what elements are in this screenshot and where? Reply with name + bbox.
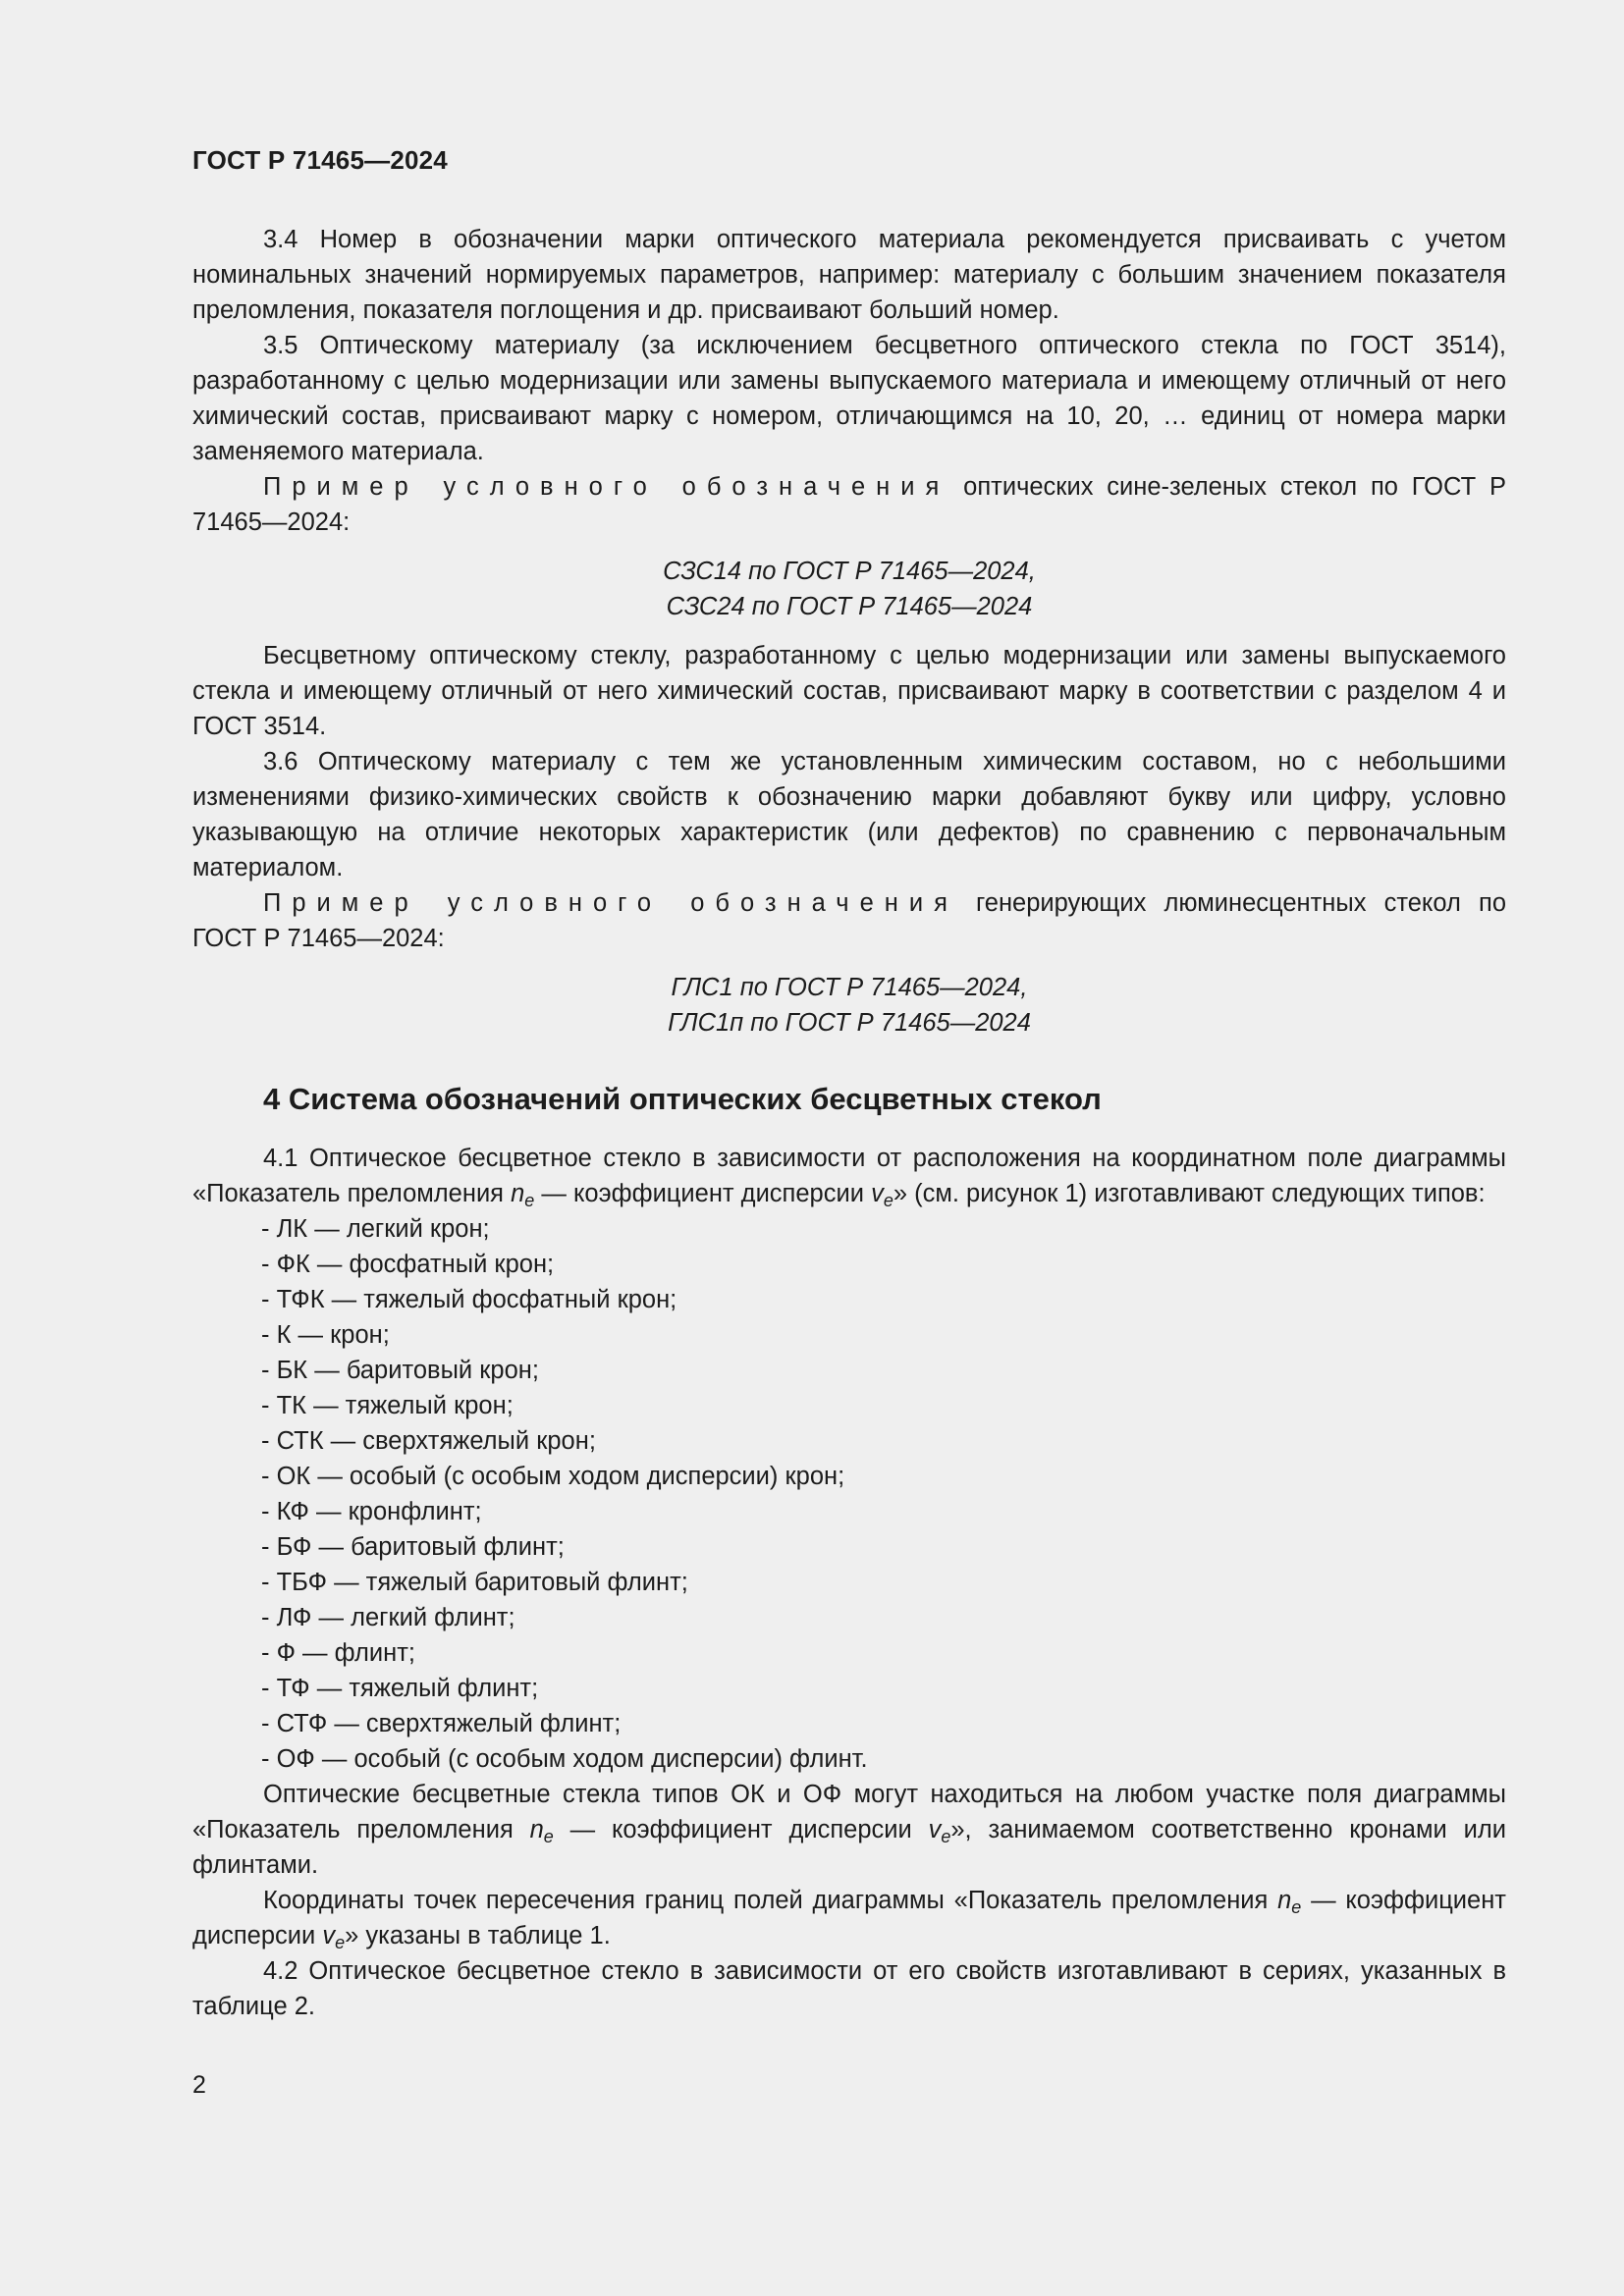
paragraph-3-5: 3.5 Оптическому материалу (за исключением бесцветного оптического стекла по ГОСТ 3514), разработанному с целью модернизации или замены выпускаемого материала и имеющему отличный от него химический состав, присваивают марку с номером, отличающимся на 10, 20, … единиц от номера марки заменяемого материала.: [192, 332, 1506, 465]
list-item: - ОК — особый (с особым ходом дисперсии) крон;: [261, 1463, 845, 1490]
designation-line: СЗС14 по ГОСТ Р 71465—2024,: [663, 558, 1036, 585]
list-item: - ОФ — особый (с особым ходом дисперсии) флинт.: [261, 1745, 868, 1773]
paragraph-3-4: 3.4 Номер в обозначении марки оптического материала рекомендуется присваивать с учетом номинальных значений нормируемых параметров, например: материалу с большим значением показателя преломления, показателя поглощения и др. присваивают больший номер.: [192, 226, 1506, 324]
text-run: — коэффициент дисперсии: [192, 1887, 1506, 1949]
example-label: Пример условного обозначения: [263, 473, 950, 501]
glass-types-list: [192, 1211, 1506, 1777]
subscript-e: e: [1291, 1897, 1302, 1917]
symbol-n: n: [511, 1180, 525, 1207]
symbol-v: v: [928, 1816, 942, 1843]
paragraph-4-2: 4.2 Оптическое бесцветное стекло в зависимости от его свойств изготавливают в сериях, указанных в таблице 2.: [192, 1957, 1506, 2020]
text-run: » (см. рисунок 1) изготавливают следующих типов:: [893, 1180, 1486, 1207]
subscript-e: e: [883, 1191, 893, 1210]
example-text: оптических сине-зеленых стекол по ГОСТ Р 71465—2024:: [192, 473, 1507, 536]
list-item: - К — крон;: [261, 1321, 390, 1349]
symbol-n: n: [1277, 1887, 1292, 1914]
example-label: Пример условного обозначения: [263, 889, 958, 917]
designation-line: ГЛС1 по ГОСТ Р 71465—2024,: [671, 974, 1028, 1001]
page-number: 2: [192, 2071, 206, 2099]
list-item: - ЛФ — легкий флинт;: [261, 1604, 515, 1631]
symbol-v: v: [871, 1180, 884, 1207]
example-intro-2: [192, 885, 1506, 956]
paragraph-colorless-glass: Бесцветному оптическому стеклу, разработанному с целью модернизации или замены выпускаемого стекла и имеющему отличный от него химический состав, присваивают марку в соответствии с разделом 4 и ГОСТ 3514.: [192, 642, 1506, 740]
list-item: - ФК — фосфатный крон;: [261, 1251, 555, 1278]
paragraph-coordinates: [192, 1883, 1506, 1953]
text-run: » указаны в таблице 1.: [345, 1922, 611, 1949]
list-item: - ТФ — тяжелый флинт;: [261, 1675, 539, 1702]
list-item: - БК — баритовый крон;: [261, 1357, 539, 1384]
subscript-e: e: [543, 1827, 554, 1846]
example-text: генерирующих люминесцентных стекол по ГОСТ Р 71465—2024:: [192, 889, 1506, 952]
list-item: - ЛК — легкий крон;: [261, 1215, 490, 1243]
list-item: - БФ — баритовый флинт;: [261, 1533, 565, 1561]
document-body: [192, 222, 1506, 2024]
paragraph-4-1: [192, 1141, 1506, 1211]
example-designation-1: [192, 554, 1506, 624]
symbol-n: n: [529, 1816, 544, 1843]
text-run: Координаты точек пересечения границ полей диаграммы «Показатель преломления: [263, 1887, 1278, 1914]
designation-line: ГЛС1п по ГОСТ Р 71465—2024: [668, 1009, 1031, 1037]
text-run: Оптические бесцветные стекла типов ОК и ОФ могут находиться на любом участке поля диаграммы «Показатель преломления: [192, 1781, 1506, 1843]
subscript-e: e: [335, 1933, 346, 1952]
paragraph-3-6: 3.6 Оптическому материалу с тем же установленным химическим составом, но с небольшими изменениями физико-химических свойств к обозначению марки добавляют букву или цифру, условно указывающую на отличие некоторых характеристик (или дефектов) по сравнению с первоначальным материалом.: [192, 748, 1506, 881]
text-run: », занимаемом соответственно кронами или флинтами.: [192, 1816, 1506, 1879]
symbol-v: v: [322, 1922, 336, 1949]
text-run: — коэффициент дисперсии: [553, 1816, 929, 1843]
subscript-e: e: [941, 1827, 951, 1846]
example-designation-2: [192, 970, 1506, 1041]
list-item: - ТБФ — тяжелый баритовый флинт;: [261, 1569, 688, 1596]
example-intro-1: [192, 469, 1506, 540]
paragraph-ok-of: [192, 1777, 1506, 1883]
list-item: - Ф — флинт;: [261, 1639, 416, 1667]
list-item: - СТФ — сверхтяжелый флинт;: [261, 1710, 622, 1737]
section-4-title: 4 Система обозначений оптических бесцветных стекол: [263, 1082, 1102, 1116]
document-header: ГОСТ Р 71465—2024: [192, 145, 448, 175]
designation-line: СЗС24 по ГОСТ Р 71465—2024: [666, 593, 1033, 620]
list-item: - ТК — тяжелый крон;: [261, 1392, 514, 1419]
text-run: — коэффициент дисперсии: [534, 1180, 872, 1207]
subscript-e: e: [524, 1191, 535, 1210]
list-item: - КФ — кронфлинт;: [261, 1498, 482, 1525]
list-item: - СТК — сверхтяжелый крон;: [261, 1427, 596, 1455]
list-item: - ТФК — тяжелый фосфатный крон;: [261, 1286, 677, 1313]
text-run: 4.1 Оптическое бесцветное стекло в зависимости от расположения на координатном поле диаграммы «Показатель преломления: [192, 1145, 1506, 1207]
